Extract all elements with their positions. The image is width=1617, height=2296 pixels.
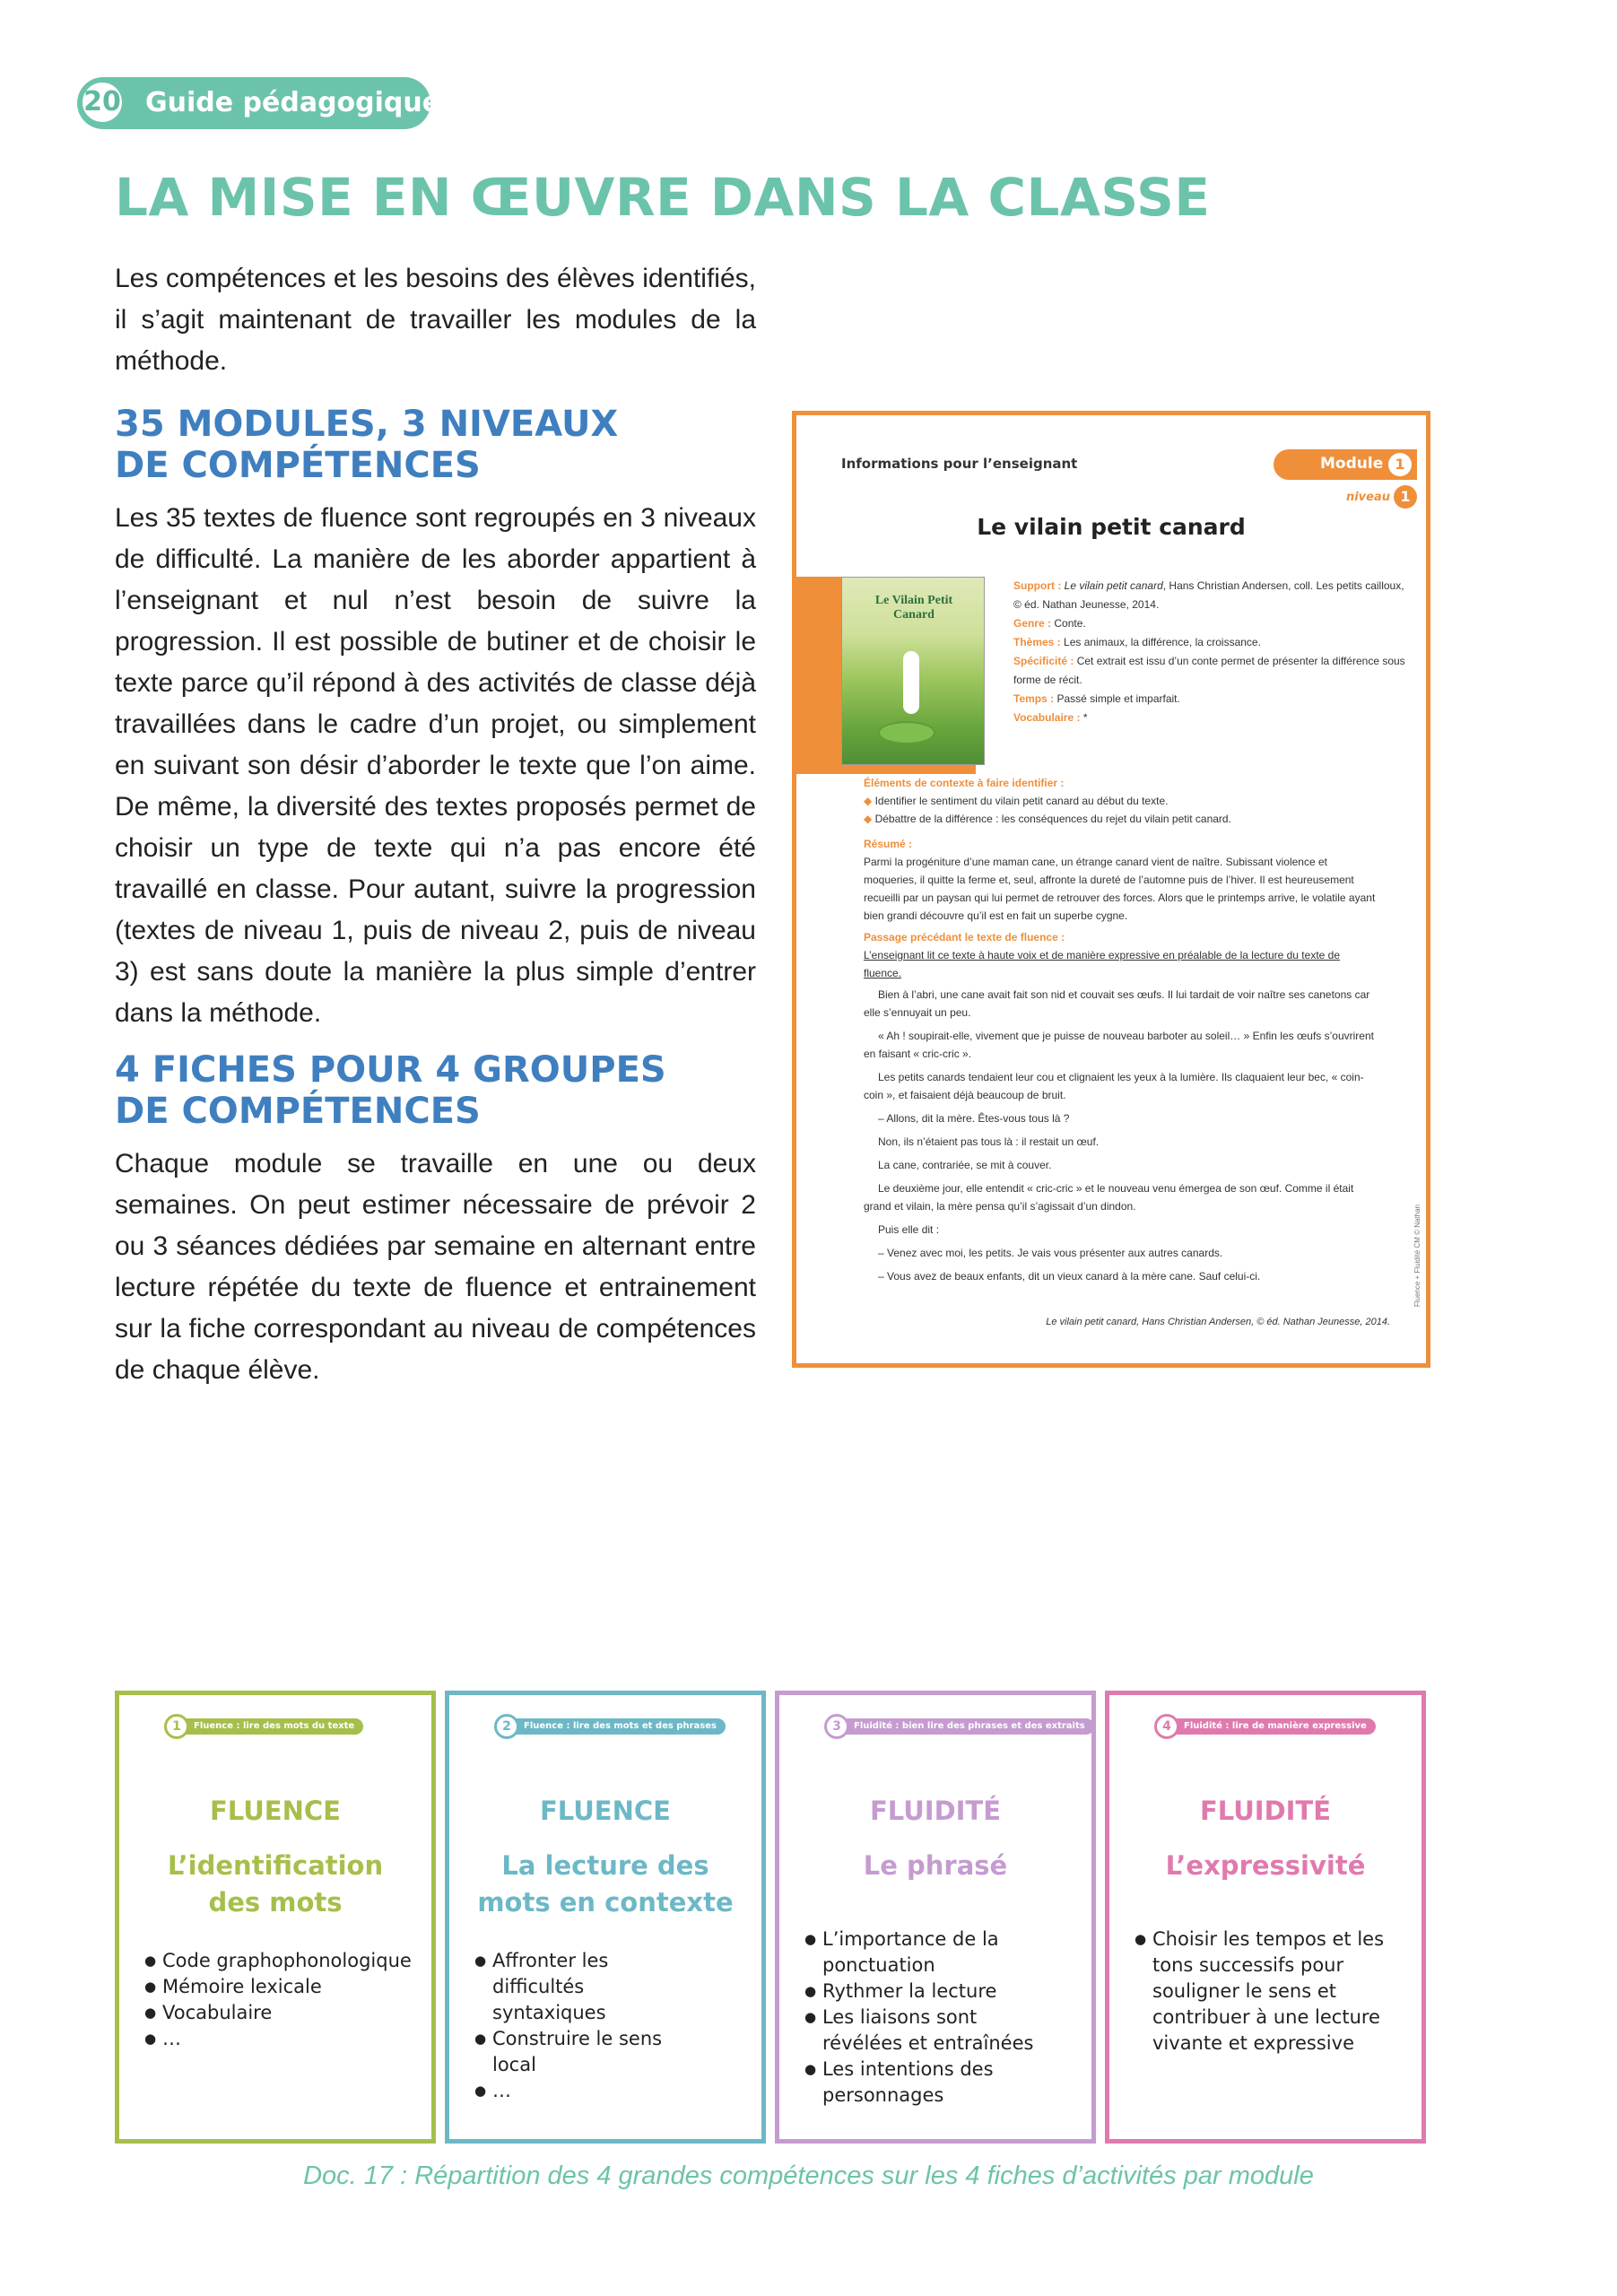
resume-text: Parmi la progéniture d’une maman cane, un étrange canard vient de naître. Subissant violence et moqueries, il quitte la ferme et, seul, affronte la dureté de l’automne puis de l’hiver. Il est heureusement recueilli par un paysan qui lui permet de retrouver des forces. Alors que le printemps arrive, le volatile ayant bien grandi découvre qu’il est en fait un superbe cygne. xyxy=(864,856,1376,922)
themes-label: Thèmes : xyxy=(1013,636,1061,648)
card-skill: La lecture des mots en contexte xyxy=(477,1850,734,1918)
card-tag: Fluence : lire des mots et des phrases xyxy=(499,1718,726,1735)
context-section xyxy=(864,774,1379,828)
header-label: Guide pédagogique xyxy=(145,87,441,118)
card-number: 4 xyxy=(1154,1714,1179,1739)
card-tag: Fluence : lire des mots du texte xyxy=(169,1718,363,1735)
support-title: Le vilain petit canard xyxy=(1064,579,1163,592)
preview-info-label: Informations pour l’enseignant xyxy=(841,456,1078,472)
card-number: 1 xyxy=(164,1714,189,1739)
card-category: FLUIDITÉ xyxy=(869,1796,1002,1826)
passage-title: Passage précédant le texte de fluence : xyxy=(864,931,1065,944)
list-item: ● Vocabulaire xyxy=(144,2000,412,2026)
story-paragraph: La cane, contrariée, se mit à couver. xyxy=(878,1159,1052,1171)
passage-section xyxy=(864,928,1379,982)
list-item: ● Mémoire lexicale xyxy=(144,1974,412,2000)
module-label: Module xyxy=(1320,455,1384,473)
story-paragraph: Non, ils n’étaient pas tous là : il restait un œuf. xyxy=(878,1135,1100,1148)
card-number: 3 xyxy=(824,1714,849,1739)
intro-paragraph: Les compétences et les besoins des élèves identifiés, il s’agit maintenant de travailler les modules de la méthode. xyxy=(115,264,756,376)
list-item: ● Choisir les tempos et les tons successifs pour souligner le sens et contribuer à une lecture vivante et expressive xyxy=(1135,1926,1404,2057)
section2-title xyxy=(115,1049,666,1132)
page-title: LA MISE EN ŒUVRE DANS LA CLASSE xyxy=(115,167,1211,228)
story-paragraph: Le deuxième jour, elle entendit « cric-cric » et le nouveau venu émergea de son œuf. Comme il était grand et vilain, la mère pensa qu’il s’agissait d’un dindon. xyxy=(864,1182,1354,1213)
book-cover-image xyxy=(841,577,985,765)
card-tag: Fluidité : lire de manière expressive xyxy=(1159,1718,1376,1735)
list-item: ● L’importance de la ponctuation xyxy=(804,1926,1047,1979)
section1-title-line2: DE COMPÉTENCES xyxy=(115,445,481,486)
card-fluence-contexte xyxy=(445,1691,766,2144)
resume-title: Résumé : xyxy=(864,838,913,850)
book-metadata xyxy=(1013,577,1408,727)
card-fluidite-phrase xyxy=(775,1691,1096,2144)
section1-title xyxy=(115,404,618,486)
context-item: ◆ Identifier le sentiment du vilain petit canard au début du texte. xyxy=(864,795,1169,807)
lily-pad xyxy=(878,721,935,744)
vocab-label: Vocabulaire : xyxy=(1013,711,1081,724)
card-category: FLUIDITÉ xyxy=(1199,1796,1332,1826)
card-number: 2 xyxy=(494,1714,519,1739)
card-category: FLUENCE xyxy=(210,1796,341,1826)
support-label: Support : xyxy=(1013,579,1062,592)
genre-label: Genre : xyxy=(1013,617,1052,630)
section2-title-line1: 4 FICHES POUR 4 GROUPES xyxy=(115,1049,666,1091)
list-item: ● Rythmer la lecture xyxy=(804,1979,1047,2005)
module-number: 1 xyxy=(1388,453,1412,476)
list-item: ● Les liaisons sont révélées et entraînées xyxy=(804,2005,1047,2057)
list-item: ● Les intentions des personnages xyxy=(804,2057,1047,2109)
card-skill: L’identification des mots xyxy=(167,1850,384,1918)
section2-paragraph: Chaque module se travaille en une ou deux semaines. On peut estimer nécessaire de prévoir 2 ou 3 séances dédiées par semaine en alternant entre lecture répétée du texte de fluence et entrainement sur la fiche correspondant au niveau de compétences de chaque élève. xyxy=(115,1149,756,1385)
vocab-value: * xyxy=(1082,711,1088,724)
story-paragraph: – Allons, dit la mère. Êtes-vous tous là ? xyxy=(878,1112,1070,1125)
card-skill: Le phrasé xyxy=(863,1850,1008,1881)
context-item-text: Débattre de la différence : les conséquences du rejet du vilain petit canard. xyxy=(874,813,1231,825)
context-item-text: Identifier le sentiment du vilain petit canard au début du texte. xyxy=(874,795,1169,807)
story-text xyxy=(864,986,1379,1291)
card-list xyxy=(144,1948,412,2052)
section1-title-line1: 35 MODULES, 3 NIVEAUX xyxy=(115,404,619,445)
story-paragraph: « Ah ! soupirait-elle, vivement que je puisse de nouveau barboter au soleil… » Enfin les œufs s’ouvrirent en faisant « cric-cric ». xyxy=(864,1030,1374,1060)
duck-figure xyxy=(903,651,919,714)
list-item: ● … xyxy=(474,2078,699,2104)
book-cover-title: Le Vilain Petit Canard xyxy=(874,594,953,622)
figure-caption: Doc. 17 : Répartition des 4 grandes compétences sur les 4 fiches d’activités par module xyxy=(303,2161,1314,2190)
story-paragraph: Bien à l’abri, une cane avait fait son nid et couvait ses œufs. Il lui tardait de voir naître ses canetons car elle s’ennuyait un peu. xyxy=(864,988,1370,1019)
context-item: ◆ Débattre de la différence : les conséquences du rejet du vilain petit canard. xyxy=(864,813,1231,825)
story-paragraph: – Venez avec moi, les petits. Je vais vous présenter aux autres canards. xyxy=(878,1247,1223,1259)
list-item: ● Affronter les difficultés syntaxiques xyxy=(474,1948,699,2026)
story-credit: Le vilain petit canard, Hans Christian Andersen, © éd. Nathan Jeunesse, 2014. xyxy=(1046,1317,1390,1327)
themes-value: Les animaux, la différence, la croissance. xyxy=(1064,636,1261,648)
card-fluidite-expressivite xyxy=(1105,1691,1426,2144)
niveau-label: niveau xyxy=(1345,491,1390,504)
section1-paragraph: Les 35 textes de fluence sont regroupés en 3 niveaux de difficulté. La manière de les aborder appartient à l’enseignant et nul n’est besoin de suivre la progression. Il est possible de butiner et de choisir le texte parce qu’il répond à des activités de classe déjà travaillées dans le cadre d’un projet, ou simplement en suivant son désir d’aborder le texte que l’on aime. De même, la diversité des textes proposés permet de choisir un type de texte qui n’a pas encore été travaillé en classe. Pour autant, suivre la progression (textes de niveau 1, puis de niveau 2, puis de niveau 3) est sans doute la manière la plus simple d’entrer dans la méthode. xyxy=(115,503,756,1028)
specificite-label: Spécificité : xyxy=(1013,655,1074,667)
section2-title-line2: DE COMPÉTENCES xyxy=(115,1091,481,1132)
list-item: ● … xyxy=(144,2026,412,2052)
list-item: ● Construire le sens local xyxy=(474,2026,699,2078)
temps-label: Temps : xyxy=(1013,692,1055,705)
side-copyright: Fluence + Fluidité CM © Nathan xyxy=(1413,1205,1421,1308)
story-paragraph: – Vous avez de beaux enfants, dit un vieux canard à la mère cane. Sauf celui-ci. xyxy=(878,1270,1261,1283)
card-list xyxy=(804,1926,1047,2109)
temps-value: Passé simple et imparfait. xyxy=(1056,692,1180,705)
preview-title: Le vilain petit canard xyxy=(977,514,1246,540)
card-list xyxy=(474,1948,699,2104)
genre-value: Conte. xyxy=(1054,617,1086,630)
card-list xyxy=(1135,1926,1404,2057)
card-category: FLUENCE xyxy=(540,1796,671,1826)
support-details: , Hans Christian Andersen, coll. Les petits cailloux, © éd. Nathan Jeunesse, 2014. xyxy=(1013,579,1404,611)
card-tag: Fluidité : bien lire des phrases et des extraits xyxy=(829,1718,1094,1735)
card-skill: L’expressivité xyxy=(1165,1850,1366,1881)
story-paragraph: Les petits canards tendaient leur cou et clignaient les yeux à la lumière. Ils claquaient leur bec, « coin-coin », et faisaient déjà beaucoup de bruit. xyxy=(864,1071,1364,1101)
page-number: 20 xyxy=(79,79,126,126)
story-paragraph: Puis elle dit : xyxy=(878,1223,940,1236)
teacher-sheet-preview xyxy=(792,411,1430,1368)
specificite-value: Cet extrait est issu d’un conte permet de présenter la différence sous forme de récit. xyxy=(1013,655,1405,686)
context-title: Éléments de contexte à faire identifier : xyxy=(864,777,1065,789)
list-item: ● Code graphophonologique xyxy=(144,1948,412,1974)
card-fluence-identification xyxy=(115,1691,436,2144)
resume-section xyxy=(864,835,1379,925)
niveau-number: 1 xyxy=(1394,485,1417,509)
passage-subtitle: L’enseignant lit ce texte à haute voix et de manière expressive en préalable de la lecture du texte de fluence. xyxy=(864,949,1341,979)
module-badge xyxy=(1274,449,1417,480)
